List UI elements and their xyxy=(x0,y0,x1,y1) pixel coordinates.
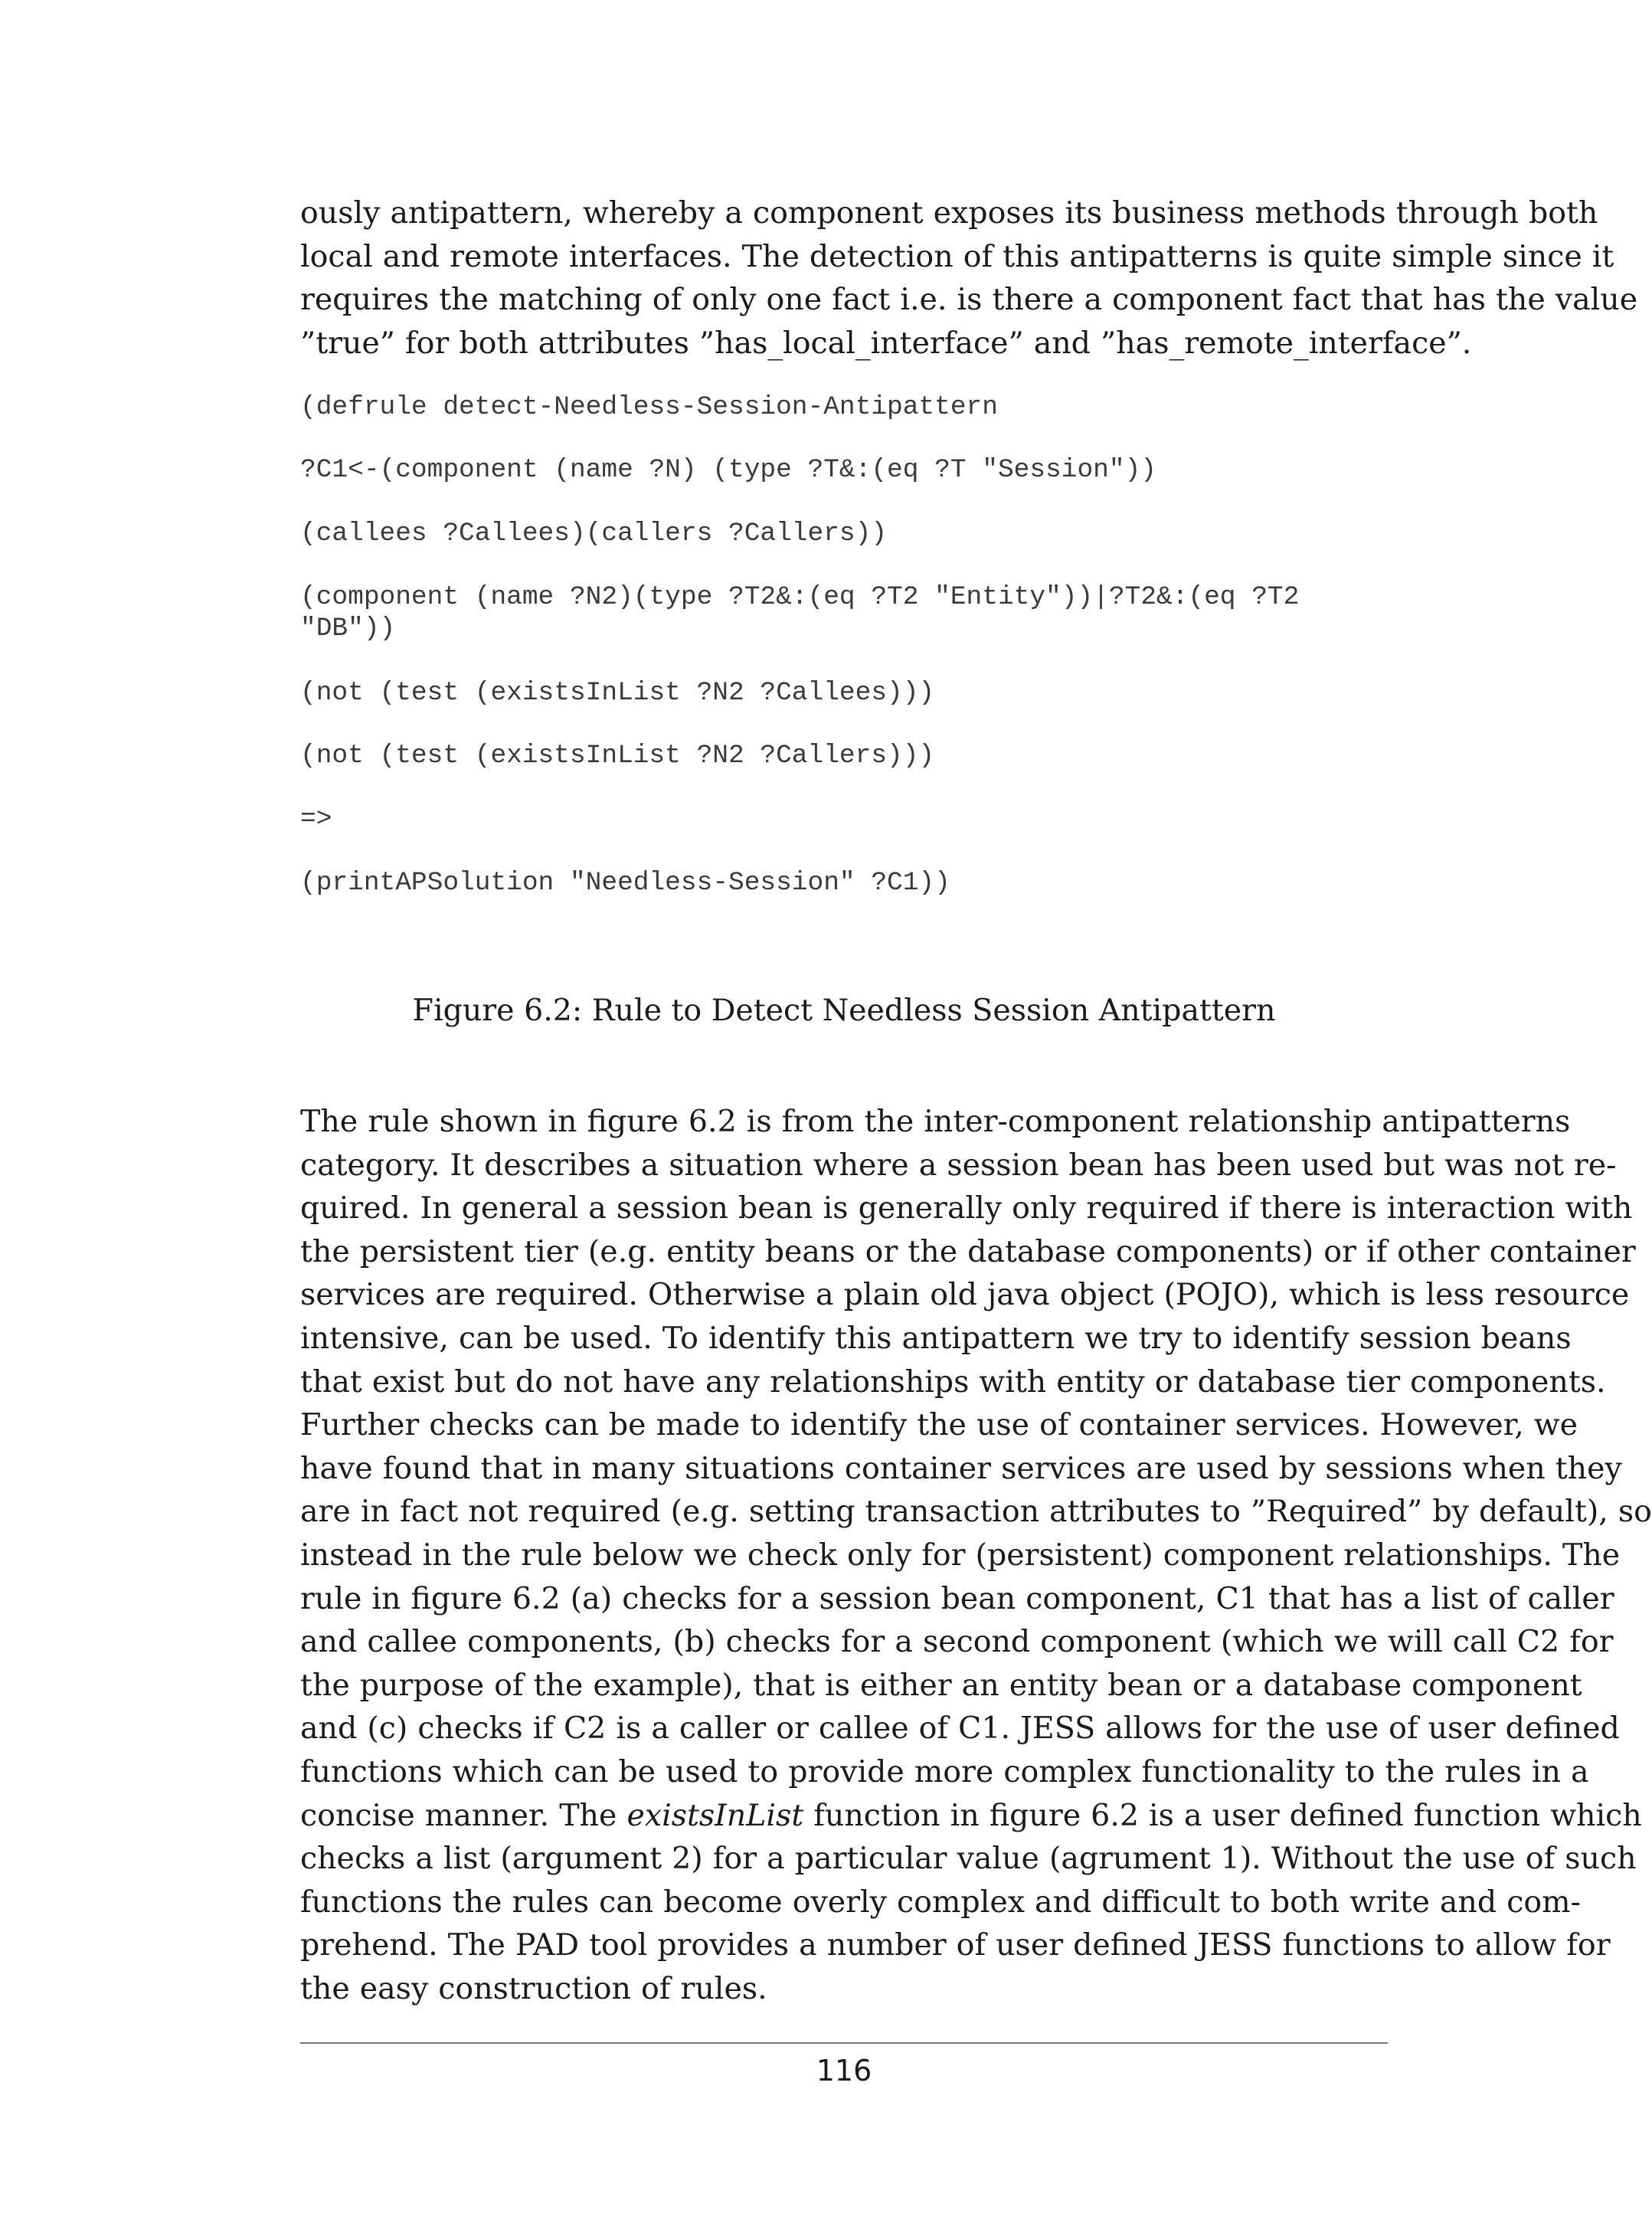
text-line: local and remote interfaces. The detection of this antipatterns is quite simple since it xyxy=(300,238,1614,274)
code-line: (callees ?Callees)(callers ?Callers)) xyxy=(300,519,888,548)
text-line: prehend. The PAD tool provides a number of user defined JESS functions to allow for xyxy=(300,1927,1611,1963)
text-line: rule in figure 6.2 (a) checks for a session bean component, C1 that has a list of caller xyxy=(300,1580,1614,1616)
code-line: ?C1<-(component (name ?N) (type ?T&:(eq ?T "Session")) xyxy=(300,455,1156,485)
paragraph-top-text xyxy=(300,192,1638,365)
code-line: (not (test (existsInList ?N2 ?Callees))) xyxy=(300,678,935,708)
footer-rule xyxy=(300,2042,1388,2044)
text-line: Further checks can be made to identify the use of container services. However, we xyxy=(300,1407,1578,1443)
paragraph-top xyxy=(300,192,1638,365)
text-line: have found that in many situations container services are used by sessions when they xyxy=(300,1450,1622,1486)
text-fragment: concise manner. The xyxy=(300,1797,627,1833)
code-line: (defrule detect-Needless-Session-Antipattern xyxy=(300,392,998,422)
text-line: and (c) checks if C2 is a caller or callee of C1. JESS allows for the use of user defined xyxy=(300,1711,1620,1747)
code-line: "DB")) xyxy=(300,614,396,643)
text-line: the easy construction of rules. xyxy=(300,1970,767,2006)
text-line: category. It describes a situation where a session bean has been used but was not re- xyxy=(300,1147,1617,1183)
text-line: quired. In general a session bean is generally only required if there is interaction with xyxy=(300,1190,1633,1226)
figure-caption: Figure 6.2: Rule to Detect Needless Session Antipattern xyxy=(412,993,1276,1028)
text-line: and callee components, (b) checks for a second component (which we will call C2 for xyxy=(300,1624,1614,1660)
text-line: are in fact not required (e.g. setting transaction attributes to ”Required” by default), so xyxy=(300,1494,1652,1530)
code-line: (component (name ?N2)(type ?T2&:(eq ?T2 "Entity"))|?T2&:(eq ?T2 xyxy=(300,582,1300,612)
text-line: the persistent tier (e.g. entity beans or the database components) or if other container xyxy=(300,1233,1636,1269)
paragraph-main-text xyxy=(300,1100,1652,2010)
text-line-with-italic xyxy=(300,1794,1642,1838)
text-line: ”true” for both attributes ”has_local_interface” and ”has_remote_interface”. xyxy=(300,325,1472,361)
code-line: (printAPSolution "Needless-Session" ?C1)) xyxy=(300,868,950,898)
text-line: functions which can be used to provide more complex functionality to the rules in a xyxy=(300,1753,1589,1789)
text-line: instead in the rule below we check only for (persistent) component relationships. The xyxy=(300,1537,1621,1573)
text-line: checks a list (argument 2) for a particular value (agrument 1). Without the use of such xyxy=(300,1841,1637,1877)
text-fragment: function in figure 6.2 is a user defined function which xyxy=(803,1797,1642,1833)
text-line: functions the rules can become overly complex and difficult to both write and com- xyxy=(300,1884,1581,1920)
function-name-italic: existsInList xyxy=(626,1797,804,1833)
text-line: requires the matching of only one fact i.e. is there a component fact that has the value xyxy=(300,282,1638,318)
text-line: services are required. Otherwise a plain old java object (POJO), which is less resource xyxy=(300,1277,1630,1313)
text-line: The rule shown in figure 6.2 is from the inter-component relationship antipatterns xyxy=(300,1104,1571,1139)
text-line: the purpose of the example), that is either an entity bean or a database component xyxy=(300,1667,1582,1703)
page-number: 116 xyxy=(816,2054,872,2087)
code-line: => xyxy=(300,804,332,834)
paragraph-main xyxy=(300,1100,1652,2010)
text-line: intensive, can be used. To identify this antipattern we try to identify session beans xyxy=(300,1320,1572,1356)
text-line: that exist but do not have any relationships with entity or database tier components. xyxy=(300,1364,1606,1400)
text-line: ously antipattern, whereby a component exposes its business methods through both xyxy=(300,195,1598,231)
code-line: (not (test (existsInList ?N2 ?Callers))) xyxy=(300,741,935,771)
